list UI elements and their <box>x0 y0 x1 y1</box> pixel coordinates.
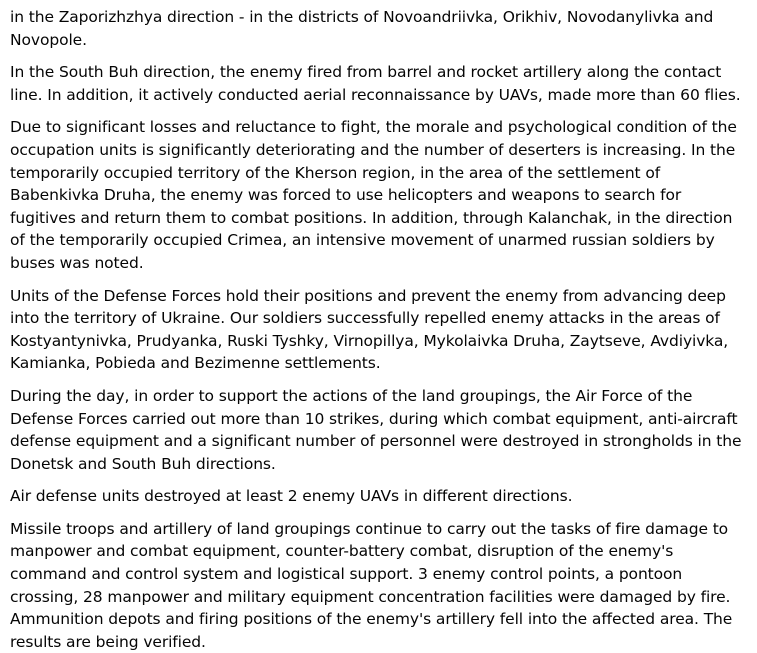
paragraph-zaporizhzhya-direction: in the Zaporizhzhya direction - in the districts of Novoandriivka, Orikhiv, Novodanylivka and Novopole. <box>10 8 714 49</box>
paragraph-south-buh-direction: In the South Buh direction, the enemy fired from barrel and rocket artillery along the contact line. In addition, it actively conducted aerial reconnaissance by UAVs, made more than 60 flies. <box>10 63 741 104</box>
paragraph-air-force-strikes: During the day, in order to support the actions of the land groupings, the Air Force of the Defense Forces carried out more than 10 strikes, during which combat equipment, anti-aircraft defense equipment and a significant number of personnel were destroyed in strongholds in the Donetsk and South Buh directions. <box>10 386 742 473</box>
paragraph-morale-deserters: Due to significant losses and reluctance to fight, the morale and psychological condition of the occupation units is significantly deteriorating and the number of deserters is increasing. In the temporarily occupied territory of the Kherson region, in the area of the settlement of Babenkivka Druha, the enemy was forced to use helicopters and weapons to search for fugitives and return them to combat positions. In addition, through Kalanchak, in the direction of the temporarily occupied Crimea, an intensive movement of unarmed russian soldiers by buses was noted. <box>10 118 737 272</box>
paragraph-missile-artillery: Missile troops and artillery of land groupings continue to carry out the tasks of fire damage to manpower and combat equipment, counter-battery combat, disruption of the enemy's command and control system and logistical support. 3 enemy control points, a pontoon crossing, 28 manpower and military equipment concentration facilities were damaged by fire. Ammunition depots and firing positions of the enemy's artillery fell into the affected area. The results are being verified. <box>10 519 733 651</box>
paragraph-air-defense-uavs: Air defense units destroyed at least 2 enemy UAVs in different directions. <box>10 487 573 506</box>
paragraph-defense-forces-positions: Units of the Defense Forces hold their positions and prevent the enemy from advancing deep into the territory of Ukraine. Our soldiers successfully repelled enemy attacks in the areas of Kostyantynivka, Prudyanka, Ruski Tyshky, Virnopillya, Mykolaivka Druha, Zaytseve, Avdiyivka, Kamianka, Pobieda and Bezimenne settlements. <box>10 286 729 373</box>
